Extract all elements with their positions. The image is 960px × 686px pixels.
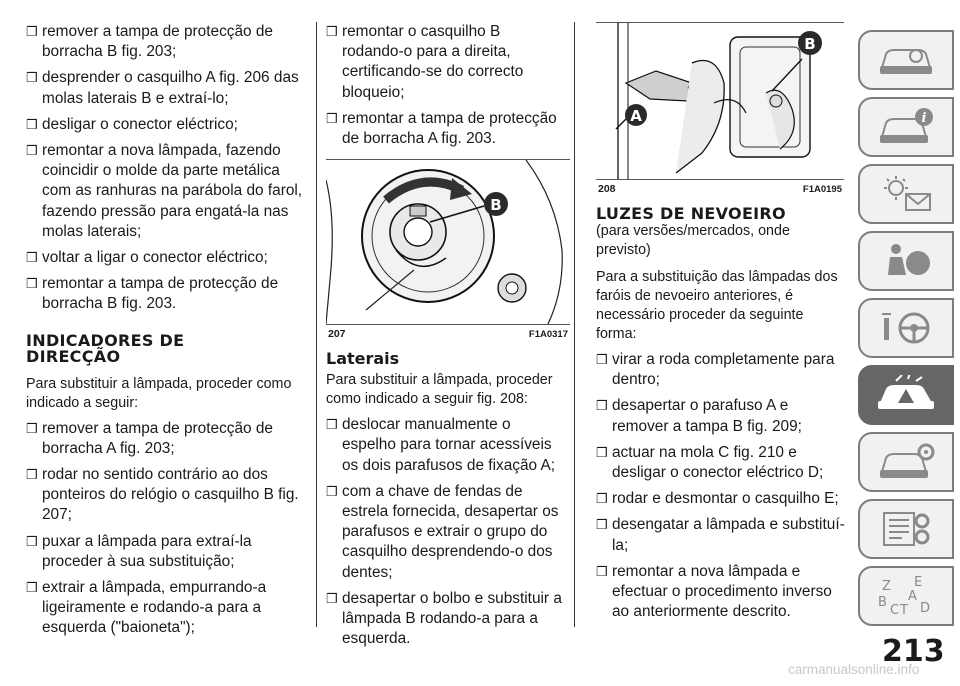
- column-3: [596, 22, 846, 628]
- svg-text:B: B: [490, 196, 502, 215]
- column-2: [326, 22, 566, 655]
- figure-number: 207: [328, 328, 346, 341]
- column-divider: [316, 22, 317, 627]
- list-item: ❒ actuar na mola C fig. 210 e desligar o conector eléctrico D;: [596, 443, 824, 482]
- list-item: ❒ desprender o casquilho A fig. 206 das molas laterais B e extraí-lo;: [26, 69, 299, 107]
- section-intro: Para a substituição das lâmpadas dos faróis de nevoeiro anteriores, é necessário proceder da seguinte forma:: [596, 269, 838, 342]
- svg-text:B: B: [804, 35, 816, 53]
- checkbox-bullet-icon: ❒: [326, 110, 338, 126]
- list-item: ❒ desligar o conector eléctrico;: [26, 115, 308, 135]
- list-item: ❒ desapertar o parafuso A e remover a tampa B fig. 209;: [596, 397, 802, 435]
- checkbox-bullet-icon: ❒: [326, 590, 338, 606]
- checkbox-bullet-icon: ❒: [26, 467, 38, 483]
- svg-text:E: E: [914, 576, 923, 590]
- list-item: ❒ rodar e desmontar o casquilho E;: [596, 489, 846, 509]
- checkbox-bullet-icon: ❒: [26, 116, 38, 132]
- instruction-list-bottom: [326, 415, 566, 649]
- list-item: ❒ remontar a nova lâmpada e efectuar o procedimento inverso ao anteriormente descrito.: [596, 562, 832, 621]
- column-1: [26, 22, 308, 645]
- tab-car-info[interactable]: [858, 97, 954, 157]
- list-item: ❒ com a chave de fendas de estrela fornecida, desapertar os parafusos e extrair o grupo do casquilho desprendendo-o dos dentes;: [326, 482, 559, 581]
- instruction-list-top: [326, 22, 566, 149]
- section-heading-note: (para versões/mercados, onde previsto): [596, 223, 790, 258]
- technical-data-icon: [876, 509, 936, 549]
- figure-208: [596, 22, 844, 195]
- safety-airbag-icon: [876, 241, 936, 281]
- breakdown-icon: [876, 375, 936, 415]
- section-heading-fog-lights: LUZES DE NEVOEIRO: [596, 204, 786, 223]
- list-item: ❒ remontar a tampa de protecção de borracha A fig. 203.: [326, 109, 557, 148]
- checkbox-bullet-icon: ❒: [26, 24, 38, 39]
- list-item: ❒ remontar a tampa de protecção de borracha B fig. 203.: [26, 275, 279, 313]
- car-dashboard-icon: [876, 40, 936, 80]
- tab-alphabetical-index[interactable]: [858, 566, 954, 626]
- checkbox-bullet-icon: ❒: [26, 70, 38, 86]
- headlight-bulb-illustration: [326, 160, 570, 324]
- svg-text:B: B: [878, 595, 887, 610]
- tab-technical-data[interactable]: [858, 499, 954, 559]
- tab-breakdown[interactable]: [858, 365, 954, 425]
- checkbox-bullet-icon: ❒: [26, 143, 38, 159]
- list-item: ❒ remontar o casquilho B rodando-o para a direita, certificando-se do correcto bloqueio;: [326, 23, 524, 101]
- checkbox-bullet-icon: ❒: [326, 483, 338, 499]
- checkbox-bullet-icon: ❒: [326, 24, 338, 39]
- list-item: ❒ deslocar manualmente o espelho para tornar acessíveis os dois parafusos de fixação A;: [326, 416, 556, 474]
- instruction-list-top: [26, 22, 308, 315]
- tab-maintenance[interactable]: [858, 432, 954, 492]
- subsection-heading-laterais: Laterais: [326, 349, 400, 369]
- list-item: ❒ voltar a ligar o conector eléctrico;: [26, 248, 308, 268]
- checkbox-bullet-icon: ❒: [326, 417, 338, 433]
- svg-text:A: A: [630, 107, 642, 125]
- checkbox-bullet-icon: ❒: [26, 276, 38, 292]
- tab-steering-service[interactable]: [858, 298, 954, 358]
- figure-code: F1A0317: [528, 329, 568, 341]
- instruction-list-bottom: [26, 419, 308, 639]
- watermark: carmanualsonline.info: [788, 662, 920, 677]
- svg-text:C: C: [890, 603, 900, 616]
- list-item: ❒ virar a roda completamente para dentro;: [596, 351, 835, 389]
- checkbox-bullet-icon: ❒: [596, 352, 608, 367]
- steering-service-icon: [876, 308, 936, 348]
- tab-dashboard[interactable]: [858, 30, 954, 90]
- checkbox-bullet-icon: ❒: [26, 250, 38, 266]
- instruction-list: [596, 350, 846, 622]
- svg-text:D: D: [920, 601, 931, 616]
- warning-lights-icon: [876, 174, 936, 214]
- checkbox-bullet-icon: ❒: [596, 517, 608, 533]
- svg-text:T: T: [900, 603, 908, 616]
- svg-text:i: i: [921, 111, 927, 126]
- list-item: ❒ rodar no sentido contrário ao dos ponteiros do relógio o casquilho B fig. 207;: [26, 466, 299, 524]
- checkbox-bullet-icon: ❒: [596, 398, 608, 414]
- list-item: ❒ remover a tampa de protecção de borracha A fig. 203;: [26, 419, 273, 457]
- checkbox-bullet-icon: ❒: [596, 563, 608, 579]
- checkbox-bullet-icon: ❒: [26, 533, 38, 549]
- maintenance-icon: [876, 442, 936, 482]
- page-number: 213: [882, 634, 945, 669]
- svg-text:Z: Z: [882, 579, 891, 594]
- list-item: ❒ desapertar o bolbo e substituir a lâmpada B rodando-a para a esquerda.: [326, 589, 562, 648]
- tab-safety[interactable]: [858, 231, 954, 291]
- checkbox-bullet-icon: ❒: [596, 491, 608, 507]
- figure-207: [326, 159, 570, 341]
- figure-code: F1A0195: [802, 184, 842, 195]
- list-item: ❒ puxar a lâmpada para extraí-la proceder à sua substituição;: [26, 532, 252, 570]
- alphabetical-index-icon: [876, 576, 936, 616]
- chapter-tabs: [858, 30, 954, 633]
- checkbox-bullet-icon: ❒: [26, 580, 38, 596]
- list-item: ❒ remontar a nova lâmpada, fazendo coincidir o molde da parte metálica com as ranhuras na parábola do farol, fazendo pressão para engatá-la nas molas laterais;: [26, 142, 303, 240]
- list-item: ❒ desengatar a lâmpada e substituí-la;: [596, 516, 845, 554]
- checkbox-bullet-icon: ❒: [596, 444, 608, 460]
- list-item: ❒ extrair a lâmpada, empurrando-a ligeiramente e rodando-a para a esquerda ("baioneta");: [26, 579, 267, 637]
- svg-text:A: A: [908, 589, 917, 604]
- section-intro: Para substituir a lâmpada, proceder como indicado a seguir:: [26, 375, 292, 411]
- column-divider: [574, 22, 575, 627]
- section-heading-direction-indicators: INDICADORES DE DIRECÇÃO: [26, 330, 185, 366]
- side-lamp-illustration: [596, 23, 844, 179]
- tab-warning-lights[interactable]: [858, 164, 954, 224]
- figure-number: 208: [598, 183, 616, 195]
- subsection-intro: Para substituir a lâmpada, proceder como indicado a seguir fig. 208:: [326, 372, 553, 408]
- car-info-icon: [876, 107, 936, 147]
- list-item: ❒ remover a tampa de protecção de borracha B fig. 203;: [26, 23, 273, 61]
- checkbox-bullet-icon: ❒: [26, 420, 38, 436]
